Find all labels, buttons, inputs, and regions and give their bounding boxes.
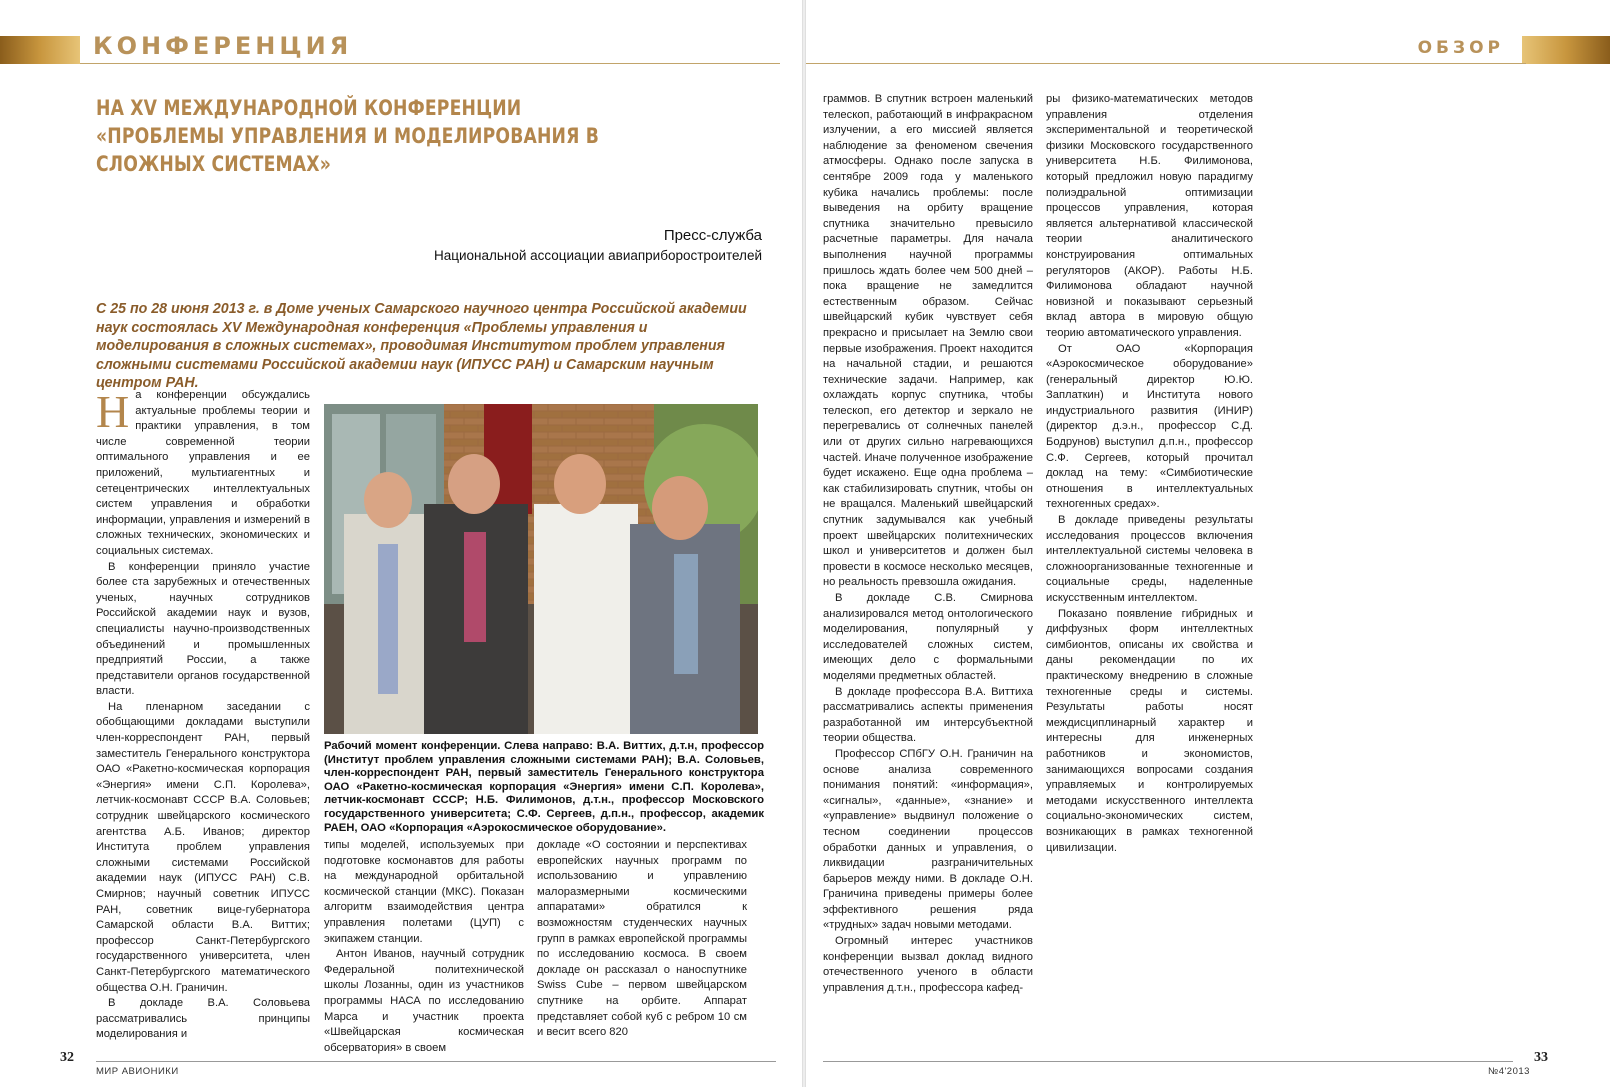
column-1 bbox=[96, 388, 310, 1043]
conference-photo-image bbox=[324, 404, 758, 734]
article-headline: НА XV МЕЖДУНАРОДНОЙ КОНФЕРЕНЦИИ «ПРОБЛЕМЫ УПРАВЛЕНИЯ И МОДЕЛИРОВАНИЯ В СЛОЖНЫХ СИСТЕМАХ» bbox=[96, 96, 600, 176]
drop-cap: Н bbox=[96, 386, 130, 437]
paragraph: докладе «О состоянии и перспективах европейских научных программ по использованию и управлению малоразмерными космическими аппаратами» обратился к возможностям студенческих научных групп в рамках европейской программы по исследованию космоса. В своем докладе он рассказал о наноспутнике Swiss Cube – первом швейцарском спутнике на орбите. Аппарат представляет собой куб с ребром 10 см и весит всего 820 bbox=[537, 839, 747, 1039]
header-rule bbox=[80, 63, 780, 64]
column-3 bbox=[537, 838, 747, 1041]
paragraph: В конференции приняло участие более ста зарубежных и отечественных ученых, научных сотрудников Российской академии наук и вузов, специалисты научно-производственных объединений и промышленных предприятий России, а также представители органов государственной власти. bbox=[96, 560, 310, 698]
byline bbox=[434, 226, 762, 266]
magazine-title: МИР АВИОНИКИ bbox=[96, 1066, 179, 1077]
footer-rule bbox=[823, 1061, 1513, 1062]
paragraph: В докладе С.В. Смирнова анализировался метод онтологического моделирования, популярный у исследователей сложных систем, имеющих дело с формальными моделями предметных областей. bbox=[823, 592, 1033, 682]
paragraph: Антон Иванов, научный сотрудник Федеральной политехнической школы Лозанны, один из участников программы НАСА по исследованию Марса и участник проекта «Швейцарская космическая обсерватория» в своем bbox=[324, 948, 524, 1054]
page-number: 32 bbox=[60, 1050, 74, 1065]
paragraph-text: а конференции обсуждались актуальные проблемы теории и практики управления, в том числе современной теории оптимального управления и ее приложений, мультиагентных и сетецентрических интеллектуальных систем управления и обработки информации, управления и измерений в сложных технических, экономических и социальных системах. bbox=[96, 389, 310, 557]
conference-photo bbox=[324, 404, 758, 734]
paragraph: На пленарном заседании с обобщающими докладами выступили член-корреспондент РАН, первый заместитель Генерального конструктора ОАО «Ракетно-космическая корпорация «Энергия» имени С.П. Королева», летчик-космонавт СССР В.А. Соловьев; сотрудник швейцарского космического агентства А.Б. Иванов; директор Института проблем управления сложными системами Российской академии наук (ИПУСС РАН) С.В. Смирнов; научный советник ИПУСС РАН, советник вице-губернатора Самарской области В.А. Виттих; профессор Санкт-Петербургского государственного университета, член Санкт-Петербургского математического общества О.Н. Граничин. bbox=[96, 700, 310, 994]
byline-name: Пресс-служба bbox=[663, 227, 762, 244]
footer-rule bbox=[96, 1061, 776, 1062]
header-rule bbox=[806, 63, 1526, 64]
paragraph: Профессор СПбГУ О.Н. Граничин на основе анализа современного понимания понятий: «информация», «сигналы», «данные», «знание» и «управление» выдвинул положение о тесном соединении процессов обработки данных и управления, о ликвидации разграничительных барьеров между ними. В докладе О.Н. Граничина приведены примеры более эффективного решения ряда «трудных» задач новыми методами. bbox=[823, 747, 1033, 932]
paragraph: В докладе профессора В.А. Виттиха рассматривались аспекты применения разработанной им интерсубъектной теории общества. bbox=[823, 685, 1033, 745]
paragraph: граммов. В спутник встроен маленький телескоп, работающий в инфракрасном излучении, а его миссией является наблюдение за феноменом свечения атмосферы. Однако после запуска в сентябре 2009 года у маленького кубика начались проблемы: после выведения на орбиту вращение спутника значительно превысило расчетные параметры. Для начала выполнения научной программы пришлось ждать более чем 500 дней – пока вращение не замедлится естественным образом. Сейчас швейцарский кубик чувствует себя прекрасно и присылает на Землю свои первые изображения. Проект находится на начальной стадии, и решаются технические задачи. Например, как охлаждать корпус спутника, чтобы телескоп, его детектор и зеркало не перегревались от солнечных панелей или от других сильно нагревающихся частей. Иначе полученное изображение будет искажено. Еще одна проблема – как стабилизировать спутник, чтобы он не вращался. Маленький швейцарский спутник задумывался как учебный проект швейцарских политехнических школ и университетов и должен был провести в космосе несколько месяцев, но реальность превзошла ожидания. bbox=[823, 93, 1033, 589]
right-page bbox=[806, 0, 1610, 1087]
column-2 bbox=[324, 838, 524, 1056]
byline-org: Национальной ассоциации авиаприборостроителей bbox=[433, 248, 762, 263]
section-title: КОНФЕРЕНЦИЯ bbox=[93, 32, 353, 60]
paragraph: От ОАО «Корпорация «Аэрокосмическое оборудование» (генеральный директор Ю.Ю. Заплаткин) и Института нового индустриального развития (ИНИР) (директор д.э.н., профессор С.Д. Бодрунов) выступил д.п.н., профессор С.Ф. Сергеев, который прочитал доклад на тему: «Симбиотические отношения в интеллектуальных техногенных средах». bbox=[1046, 342, 1253, 511]
paragraph bbox=[96, 388, 310, 560]
column-5 bbox=[1046, 92, 1253, 856]
section-color-bar bbox=[0, 36, 80, 64]
lead-paragraph: С 25 по 28 июня 2013 г. в Доме ученых Самарского научного центра Российской академии наук состоялась XV Международная конференция «Проблемы управления и моделирования в сложных системах», проводимая Институтом проблем управления сложными системами Российской академии наук (ИПУСС РАН) и Самарским научным центром РАН. bbox=[96, 301, 747, 391]
left-page bbox=[0, 0, 802, 1087]
paragraph: В докладе В.А. Соловьева рассматривались принципы моделирования и bbox=[96, 997, 310, 1041]
paragraph: Показано появление гибридных и диффузных форм интеллектных симбионтов, описаны их свойства и даны рекомендации по их практическому внедрению в сложные техногенные среды и системы. Результаты работы носят междисциплинарный характер и интересны для инженерных работников и экономистов, занимающихся вопросами создания управляемых и контролируемых методами искусственного интеллекта социально-экономических систем, возникающих в рамках техногенной цивилизации. bbox=[1046, 607, 1253, 854]
photo-caption: Рабочий момент конференции. Слева направо: В.А. Виттих, д.т.н, профессор (Институт проблем управления сложными системами РАН); В.А. Соловьев, член-корреспондент РАН, первый заместитель Генерального конструктора ОАО «Ракетно-космическая корпорация «Энергия» имени С.П. Королева», летчик-космонавт СССР; Н.Б. Филимонов, д.т.н., профессор Московского государственного университета; С.Ф. Сергеев, д.п.н., профессор, академик РАЕН, ОАО «Корпорация «Аэрокосмическое оборудование». bbox=[324, 740, 764, 834]
page-number: 33 bbox=[1534, 1050, 1548, 1065]
paragraph: Огромный интерес участников конференции вызвал доклад видного отечественного ученого в области управления д.т.н., профессора кафед- bbox=[823, 935, 1033, 994]
section-color-bar bbox=[1522, 36, 1610, 64]
paragraph: типы моделей, используемых при подготовке космонавтов для работы на международной орбитальной космической станции (МКС). Показан алгоритм взаимодействия центра управления полетами (ЦУП) с экипажем станции. bbox=[324, 839, 524, 945]
paragraph: ры физико-математических методов управления отделения экспериментальной и теоретической физики Московского государственного университета Н.Б. Филимонова, который предложил новую парадигму полиэдральной оптимизации процессов управления, которая является альтернативой классической теории аналитического конструирования оптимальных регуляторов (АКОР). Работы Н.Б. Филимонова обладают научной новизной и показывают серьезный вклад автора в мировую общую теорию автоматического управления. bbox=[1046, 93, 1253, 339]
paragraph: В докладе приведены результаты исследования процессов включения интеллектуальной системы человека в сложноорганизованные техногенные и социальные среды, наделенные искусственным интеллектом. bbox=[1046, 514, 1253, 604]
column-4 bbox=[823, 92, 1033, 996]
issue-number: №4'2013 bbox=[1488, 1066, 1530, 1077]
section-title: ОБЗОР bbox=[1417, 38, 1504, 58]
